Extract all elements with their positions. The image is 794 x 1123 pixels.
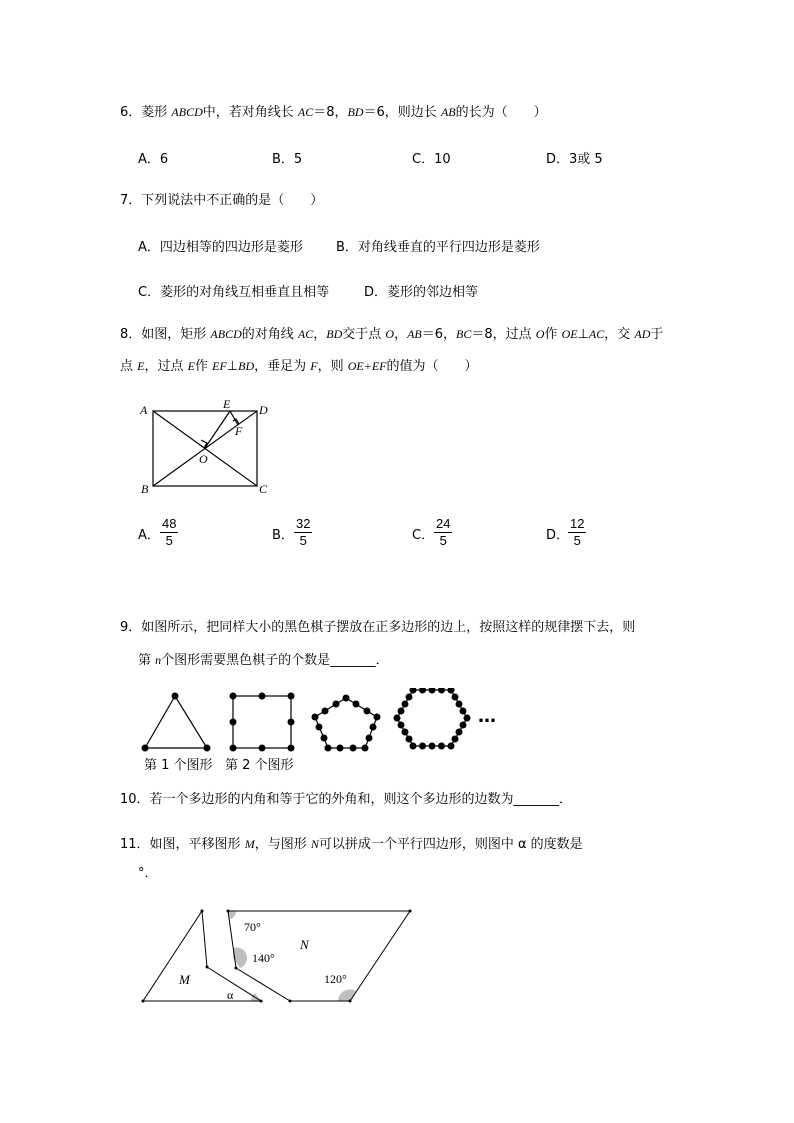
q8-stem-line2: 点 E，过点 E作 EF⊥BD，垂足为 F，则 OE+EF的值为（ ） <box>120 359 478 374</box>
q9-ellipsis: … <box>478 706 496 727</box>
label-n: N <box>300 937 309 952</box>
q8-stem-line1: 8．如图，矩形 ABCD的对角线 AC，BD交于点 O，AB＝6，BC＝8，过点 O作 OE⊥AC，交 AD于 <box>120 327 664 342</box>
q6-option-b[interactable]: B．5 <box>272 152 303 167</box>
label-e: E <box>223 397 231 411</box>
q8-option-b[interactable]: B． $\frac{32}{5}$ <box>272 516 311 548</box>
q6-stem: 6．菱形 ABCD中，若对角线长 AC＝8，BD＝6，则边长 AB的长为（ ） <box>120 105 547 120</box>
q7-option-d[interactable]: D．菱形的邻边相等 <box>364 285 479 300</box>
label-a: A <box>140 403 148 417</box>
angle-70-label: 70° <box>244 920 261 934</box>
q10-stem: 10．若一个多边形的内角和等于它的外角和，则这个多边形的边数为_______． <box>120 792 573 807</box>
stone-dots <box>142 688 471 752</box>
segment-ef <box>230 411 238 425</box>
q8-option-a[interactable]: A． $\frac{48}{5}$ <box>138 516 177 548</box>
triangle <box>145 696 207 748</box>
label-d: D <box>259 403 268 417</box>
q9-stem-line2: 第 n个图形需要黑色棋子的个数是_______． <box>138 653 389 668</box>
angle-140-label: 140° <box>252 951 275 965</box>
label-m: M <box>179 972 190 987</box>
segment-oe <box>205 411 230 448</box>
q8-rectangle-figure <box>135 395 285 500</box>
label-f: F <box>235 424 243 438</box>
label-c: C <box>259 482 268 496</box>
square <box>233 696 291 748</box>
angle-120-label: 120° <box>324 972 347 986</box>
q7-option-b[interactable]: B．对角线垂直的平行四边形是菱形 <box>336 240 540 255</box>
q7-stem: 7．下列说法中不正确的是（ ） <box>120 193 324 208</box>
q9-stem-line1: 9．如图所示，把同样大小的黑色棋子摆放在正多边形的边上，按照这样的规律摆下去，则 <box>120 620 636 635</box>
q7-option-c[interactable]: C．菱形的对角线互相垂直且相等 <box>138 285 330 300</box>
label-alpha: α <box>227 988 234 1002</box>
q11-stem-line2: °． <box>138 866 158 881</box>
q6-option-d[interactable]: D．3或 5 <box>546 152 603 167</box>
q8-option-c[interactable]: C． $\frac{24}{5}$ <box>412 516 451 548</box>
label-b: B <box>141 482 149 496</box>
question-6 <box>120 102 547 123</box>
q9-caption-2: 第 2 个图形 <box>225 758 294 773</box>
q9-caption-1: 第 1 个图形 <box>144 758 213 773</box>
label-o: O <box>199 452 208 466</box>
q6-option-c[interactable]: C．10 <box>412 152 451 167</box>
q9-polygon-figures <box>135 688 505 758</box>
q6-option-a[interactable]: A．6 <box>138 152 169 167</box>
q11-stem-line1: 11．如图，平移图形 M，与图形 N可以拼成一个平行四边形，则图中 α 的度数是 <box>120 837 583 852</box>
q8-option-d[interactable]: D． $\frac{12}{5}$ <box>546 516 585 548</box>
q7-option-a[interactable]: A．四边相等的四边形是菱形 <box>138 240 303 255</box>
q11-translation-figure <box>135 900 425 1012</box>
